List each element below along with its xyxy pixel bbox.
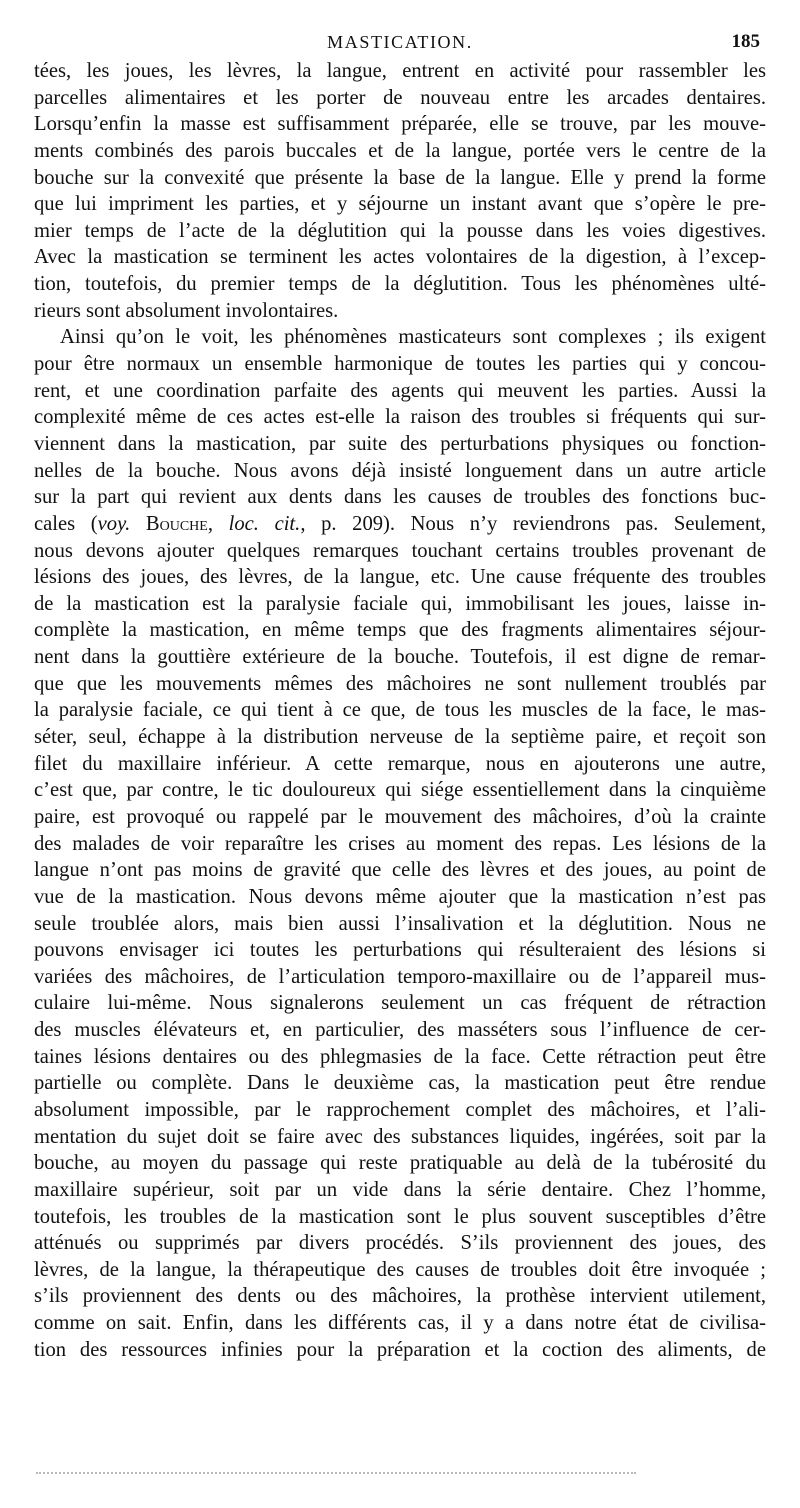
text-line: nous devons ajouter quelques remarques touchant certains troubles provenant de xyxy=(34,539,766,562)
text-line: taines lésions dentaires ou des phlegmasies de la face. Cette rétraction peut être xyxy=(34,1045,766,1068)
text-line: séter, seul, échappe à la distribution nerveuse de la septième paire, et reçoit son xyxy=(34,726,766,749)
italic-voy: voy. xyxy=(97,512,131,535)
text-line: tion, toutefois, du premier temps de la déglutition. Tous les phénomènes ulté- xyxy=(34,273,766,296)
text-line-with-reference: cales (voy. Bouche, loc. cit., p. 209). Nous n’y reviendrons pas. Seulement, xyxy=(34,512,766,535)
text-line: vue de la mastication. Nous devons même ajouter que la mastication n’est pas xyxy=(34,885,766,908)
text-line: culaire lui-même. Nous signalerons seulement un cas fréquent de rétraction xyxy=(34,992,766,1015)
text-line: des malades de voir reparaître les crises au moment des repas. Les lésions de la xyxy=(34,832,766,855)
text-line: viennent dans la mastication, par suite des perturbations physiques ou fonction- xyxy=(34,432,766,455)
text-line: complexité même de ces actes est-elle la raison des troubles si fréquents qui sur- xyxy=(34,406,766,429)
text-line: lésions des joues, des lèvres, de la langue, etc. Une cause fréquente des troubles xyxy=(34,566,766,589)
text-line: bouche, au moyen du passage qui reste pratiquable au delà de la tubérosité du xyxy=(34,1152,766,1175)
page-number: 185 xyxy=(731,31,760,52)
text-line: des muscles élévateurs et, en particulier, des masséters sous l’influence de cer- xyxy=(34,1019,766,1042)
text-line: Lorsqu’enfin la masse est suffisamment préparée, elle se trouve, par les mouve- xyxy=(34,113,766,136)
text-line: nelles de la bouche. Nous avons déjà insisté longuement dans un autre article xyxy=(34,459,766,482)
text-line: que lui impriment les parties, et y séjourne un instant avant que s’opère le pre- xyxy=(34,193,766,216)
text-line: paire, est provoqué ou rappelé par le mouvement des mâchoires, d’où la crainte xyxy=(34,805,766,828)
text-line: que que les mouvements mêmes des mâchoires ne sont nullement troublés par xyxy=(34,672,766,695)
text-line: de la mastication est la paralysie faciale qui, immobilisant les joues, laisse in- xyxy=(34,592,766,615)
text-line: filet du maxillaire inférieur. A cette remarque, nous en ajouterons une autre, xyxy=(34,752,766,775)
body-text xyxy=(34,58,766,1363)
text-line: mentation du sujet doit se faire avec des substances liquides, ingérées, soit par la xyxy=(34,1125,766,1148)
text-line: nent dans la gouttière extérieure de la bouche. Toutefois, il est digne de remar- xyxy=(34,646,766,669)
paragraph-end-line: rieurs sont absolument involontaires. xyxy=(34,299,339,322)
text-line: seule troublée alors, mais bien aussi l’insalivation et la déglutition. Nous ne xyxy=(34,912,766,935)
text-line: s’ils proviennent des dents ou des mâchoires, la prothèse intervient utilement, xyxy=(34,1285,766,1308)
text-line: sur la part qui revient aux dents dans les causes de troubles des fonctions buc- xyxy=(34,486,766,509)
text-line: tion des ressources infinies pour la préparation et la coction des aliments, de xyxy=(34,1338,766,1361)
footer-rule xyxy=(36,1472,636,1474)
text-line: la paralysie faciale, ce qui tient à ce que, de tous les muscles de la face, le mas- xyxy=(34,699,766,722)
text-line: pour être normaux un ensemble harmonique de toutes les parties qui y concou- xyxy=(34,353,766,376)
italic-loc-cit: loc. cit. xyxy=(228,512,301,535)
text-line: partielle ou complète. Dans le deuxième cas, la mastication peut être rendue xyxy=(34,1072,766,1095)
text-line: c’est que, par contre, le tic douloureux qui siége essentiellement dans la cinquième xyxy=(34,779,766,802)
text-line: mier temps de l’acte de la déglutition qui la pousse dans les voies digestives. xyxy=(34,219,766,242)
text-line: Avec la mastication se terminent les actes volontaires de la digestion, à l’excep- xyxy=(34,246,766,269)
text-line: lèvres, de la langue, la thérapeutique des causes de troubles doit être invoquée ; xyxy=(34,1258,766,1281)
text-line: pouvons envisager ici toutes les perturbations qui résulteraient des lésions si xyxy=(34,939,766,962)
text-line: toutefois, les troubles de la mastication sont le plus souvent susceptibles d’être xyxy=(34,1205,766,1228)
text-line: complète la mastication, en même temps que des fragments alimentaires séjour- xyxy=(34,619,766,642)
text-line: variées des mâchoires, de l’articulation temporo-maxillaire ou de l’appareil mus- xyxy=(34,965,766,988)
text-line: parcelles alimentaires et les porter de nouveau entre les arcades dentaires. xyxy=(34,86,766,109)
text-line: tées, les joues, les lèvres, la langue, entrent en activité pour rassembler les xyxy=(34,60,766,82)
smallcaps-bouche: Bouche xyxy=(145,512,208,535)
running-title: MASTICATION. xyxy=(327,32,473,52)
text-line: langue n’ont pas moins de gravité que celle des lèvres et des joues, au point de xyxy=(34,859,766,882)
text-line: ments combinés des parois buccales et de la langue, portée vers le centre de la xyxy=(34,139,766,162)
text-line: atténués ou supprimés par divers procédés. S’ils proviennent des joues, des xyxy=(34,1232,766,1255)
page-header xyxy=(34,30,766,54)
text-line: rent, et une coordination parfaite des agents qui meuvent les parties. Aussi la xyxy=(34,379,766,402)
text-line: bouche sur la convexité que présente la base de la langue. Elle y prend la forme xyxy=(34,166,766,189)
paragraph-first-line: Ainsi qu’on le voit, les phénomènes masticateurs sont complexes ; ils exigent xyxy=(60,326,766,349)
text-line: comme on sait. Enfin, dans les différents cas, il y a dans notre état de civilisa- xyxy=(34,1312,766,1335)
text-line: absolument impossible, par le rapprochement complet des mâchoires, et l’ali- xyxy=(34,1098,766,1121)
text-line: maxillaire supérieur, soit par un vide dans la série dentaire. Chez l’homme, xyxy=(34,1178,766,1201)
